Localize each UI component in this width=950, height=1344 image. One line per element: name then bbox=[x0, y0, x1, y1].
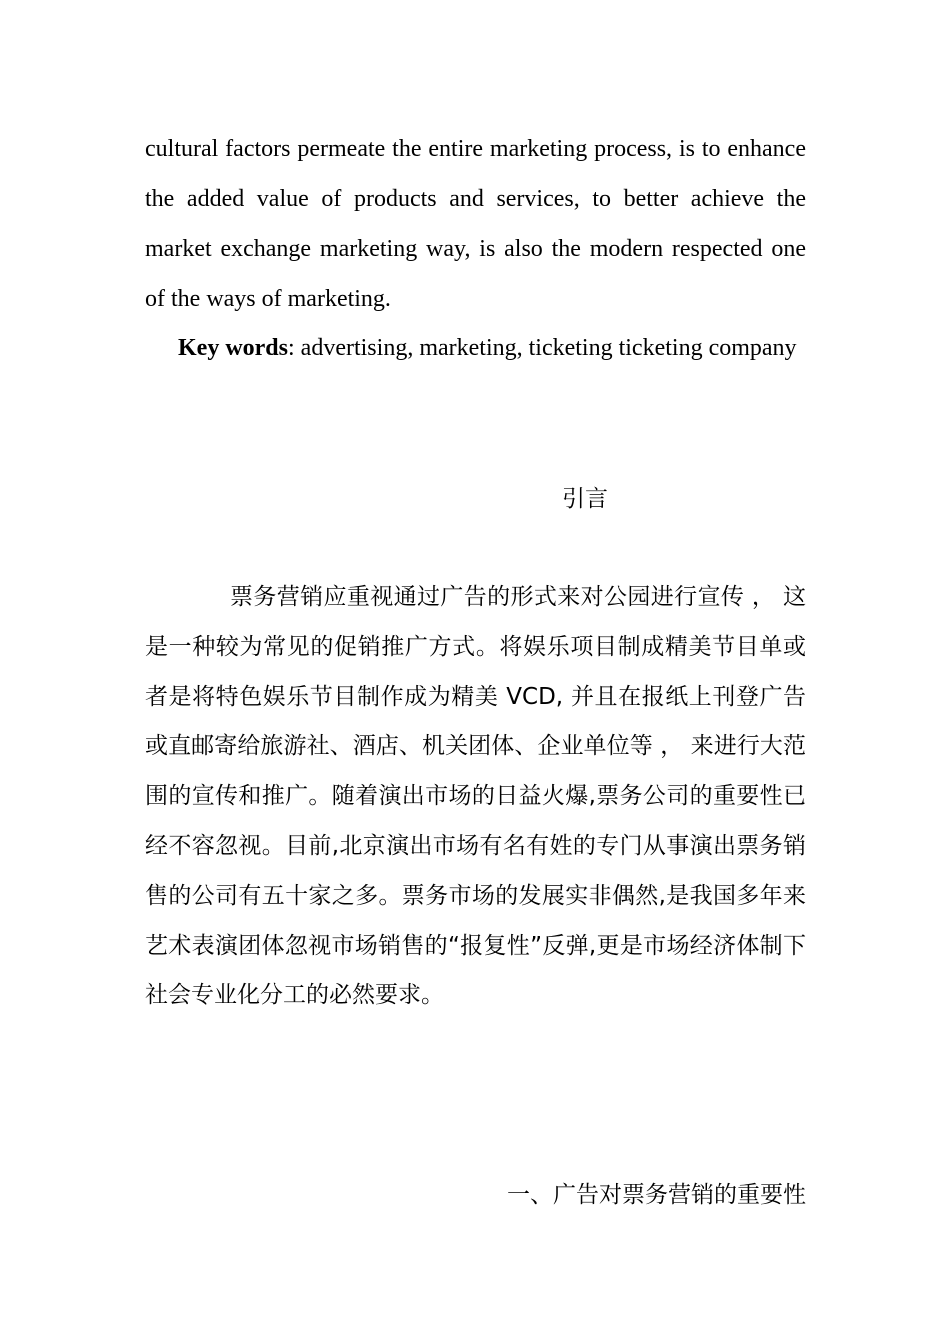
abstract-text: cultural factors permeate the entire marketing process, is to enhance the added value of products and services, to better achieve the market exchange marketing way, is also the modern respected one of the ways of marketing. bbox=[145, 136, 806, 312]
intro-paragraph: 票务营销应重视通过广告的形式来对公园进行宣传 ， 这是一种较为常见的促销推广方式。将娱乐项目制成精美节目单或者是将特色娱乐节目制作成为精美 VCD, 并且在报纸上刊登广告或直邮寄给旅游社、酒店、机关团体、企业单位等 ， 来进行大范围的宣传和推广。随着演出市场的日益火爆,票务公司的重要性已经不容忽视。目前,北京演出市场有名有姓的专门从事演出票务销售的公司有五十家之多。票务市场的发展实非偶然,是我国多年来艺术表演团体忽视市场销售的“报复性”反弹,更是市场经济体制下社会专业化分工的必然要求。 bbox=[145, 584, 806, 1009]
keywords-separator: : bbox=[288, 335, 301, 361]
section-1-heading: 一、广告对票务营销的重要性 bbox=[507, 1182, 806, 1208]
abstract-paragraph bbox=[145, 124, 806, 324]
intro-heading: 引言 bbox=[562, 486, 608, 512]
keywords-label: Key words bbox=[178, 335, 288, 361]
keywords-text: advertising, marketing, ticketing ticketing company bbox=[300, 335, 797, 361]
keywords-paragraph bbox=[145, 323, 806, 373]
